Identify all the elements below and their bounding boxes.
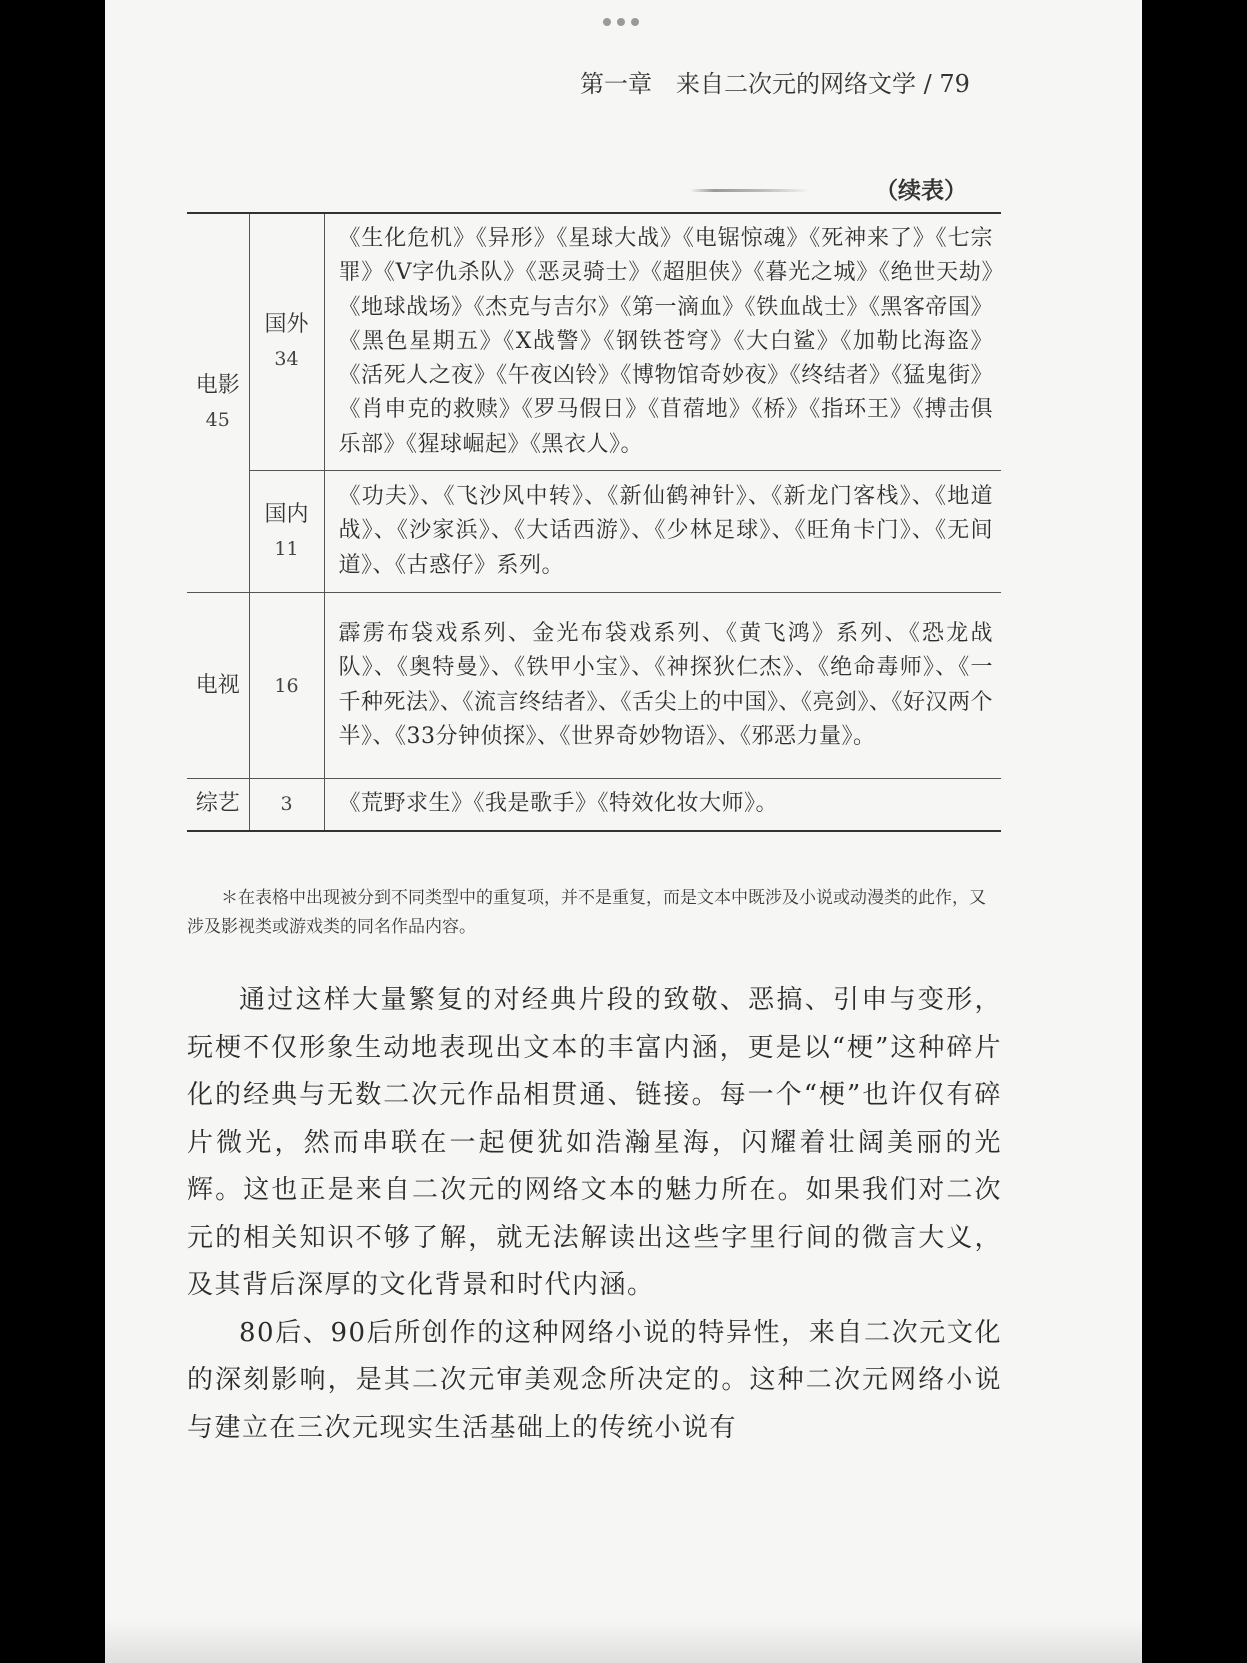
subcategory-label: 国内 xyxy=(264,501,309,527)
table-footnote: ＊在表格中出现被分到不同类型中的重复项，并不是重复，而是文本中既涉及小说或动漫类的此作，又涉及影视类或游戏类的同名作品内容。 xyxy=(187,888,986,937)
domestic-film-titles: 《功夫》、《飞沙风中转》、《新仙鹤神针》、《新龙门客栈》、《地道战》、《沙家浜》、《大话西游》、《少林足球》、《旺角卡门》、《无间道》、《古惑仔》系列。 xyxy=(324,471,1001,593)
continued-label: （续表） xyxy=(875,177,967,204)
subcategory-label: 国外 xyxy=(264,312,309,338)
page-shadow xyxy=(105,1620,1142,1663)
category-count: 45 xyxy=(205,409,230,432)
paragraph: 80后、90后所创作的这种网络小说的特异性，来自二次元文化的深刻影响，是其二次元审美观念所决定的。这种二次元网络小说与建立在三次元现实生活基础上的传统小说有 xyxy=(187,1317,1002,1443)
paragraph: 通过这样大量繁复的对经典片段的致敬、恶搞、引申与变形，玩梗不仅形象生动地表现出文本的丰富内涵，更是以“梗”这种碎片化的经典与无数二次元作品相贯通、链接。每一个“梗”也许仅有碎片微光，然而串联在一起便犹如浩瀚星海，闪耀着壮阔美丽的光辉。这也正是来自二次元的网络文本的魅力所在。如果我们对二次元的相关知识不够了解，就无法解读出这些字里行间的微言大义，及其背后深厚的文化背景和时代内涵。 xyxy=(187,985,1002,1300)
running-head: 第一章 来自二次元的网络文学 / 79 xyxy=(580,70,970,98)
table-row xyxy=(187,779,1001,831)
subcategory-foreign-cell xyxy=(249,213,324,471)
category-label: 电视 xyxy=(195,672,240,698)
table-row xyxy=(187,593,1001,779)
dot xyxy=(603,18,611,26)
media-references-table xyxy=(187,212,1001,832)
table-row xyxy=(187,213,1001,471)
subcategory-count: 11 xyxy=(274,537,299,560)
category-variety-cell xyxy=(187,779,249,831)
category-tv-cell xyxy=(187,593,249,779)
category-count: 16 xyxy=(274,674,299,697)
pen-mark xyxy=(690,189,810,192)
tv-titles: 霹雳布袋戏系列、金光布袋戏系列、《黄飞鸿》系列、《恐龙战队》、《奥特曼》、《铁甲小宝》、《神探狄仁杰》、《绝命毒师》、《一千种死法》、《流言终结者》、《舌尖上的中国》、《亮剑》、《好汉两个半》、《33分钟侦探》、《世界奇妙物语》、《邪恶力量》。 xyxy=(324,593,1001,779)
variety-titles: 《荒野求生》《我是歌手》《特效化妆大师》。 xyxy=(324,779,1001,831)
subcategory-count: 34 xyxy=(274,348,299,371)
subcategory-domestic-cell xyxy=(249,471,324,593)
dot xyxy=(617,18,625,26)
foreign-film-titles: 《生化危机》《异形》《星球大战》《电锯惊魂》《死神来了》《七宗罪》《V字仇杀队》《恶灵骑士》《超胆侠》《暮光之城》《绝世天劫》《地球战场》《杰克与吉尔》《第一滴血》《铁血战士》《黑客帝国》《黑色星期五》《X战警》《钢铁苍穹》《大白鲨》《加勒比海盗》《活死人之夜》《午夜凶铃》《博物馆奇妙夜》《终结者》《猛鬼街》《肖申克的救赎》《罗马假日》《苜蓿地》《桥》《指环王》《搏击俱乐部》《猩球崛起》《黑衣人》。 xyxy=(324,213,1001,471)
table-row xyxy=(187,471,1001,593)
dot xyxy=(631,18,639,26)
more-options-icon[interactable] xyxy=(603,18,639,26)
category-count: 3 xyxy=(280,793,293,816)
category-label: 综艺 xyxy=(195,791,240,817)
body-text xyxy=(187,977,1002,1452)
category-label: 电影 xyxy=(195,373,240,399)
variety-count-cell xyxy=(249,779,324,831)
tv-count-cell xyxy=(249,593,324,779)
category-film-cell xyxy=(187,213,249,593)
